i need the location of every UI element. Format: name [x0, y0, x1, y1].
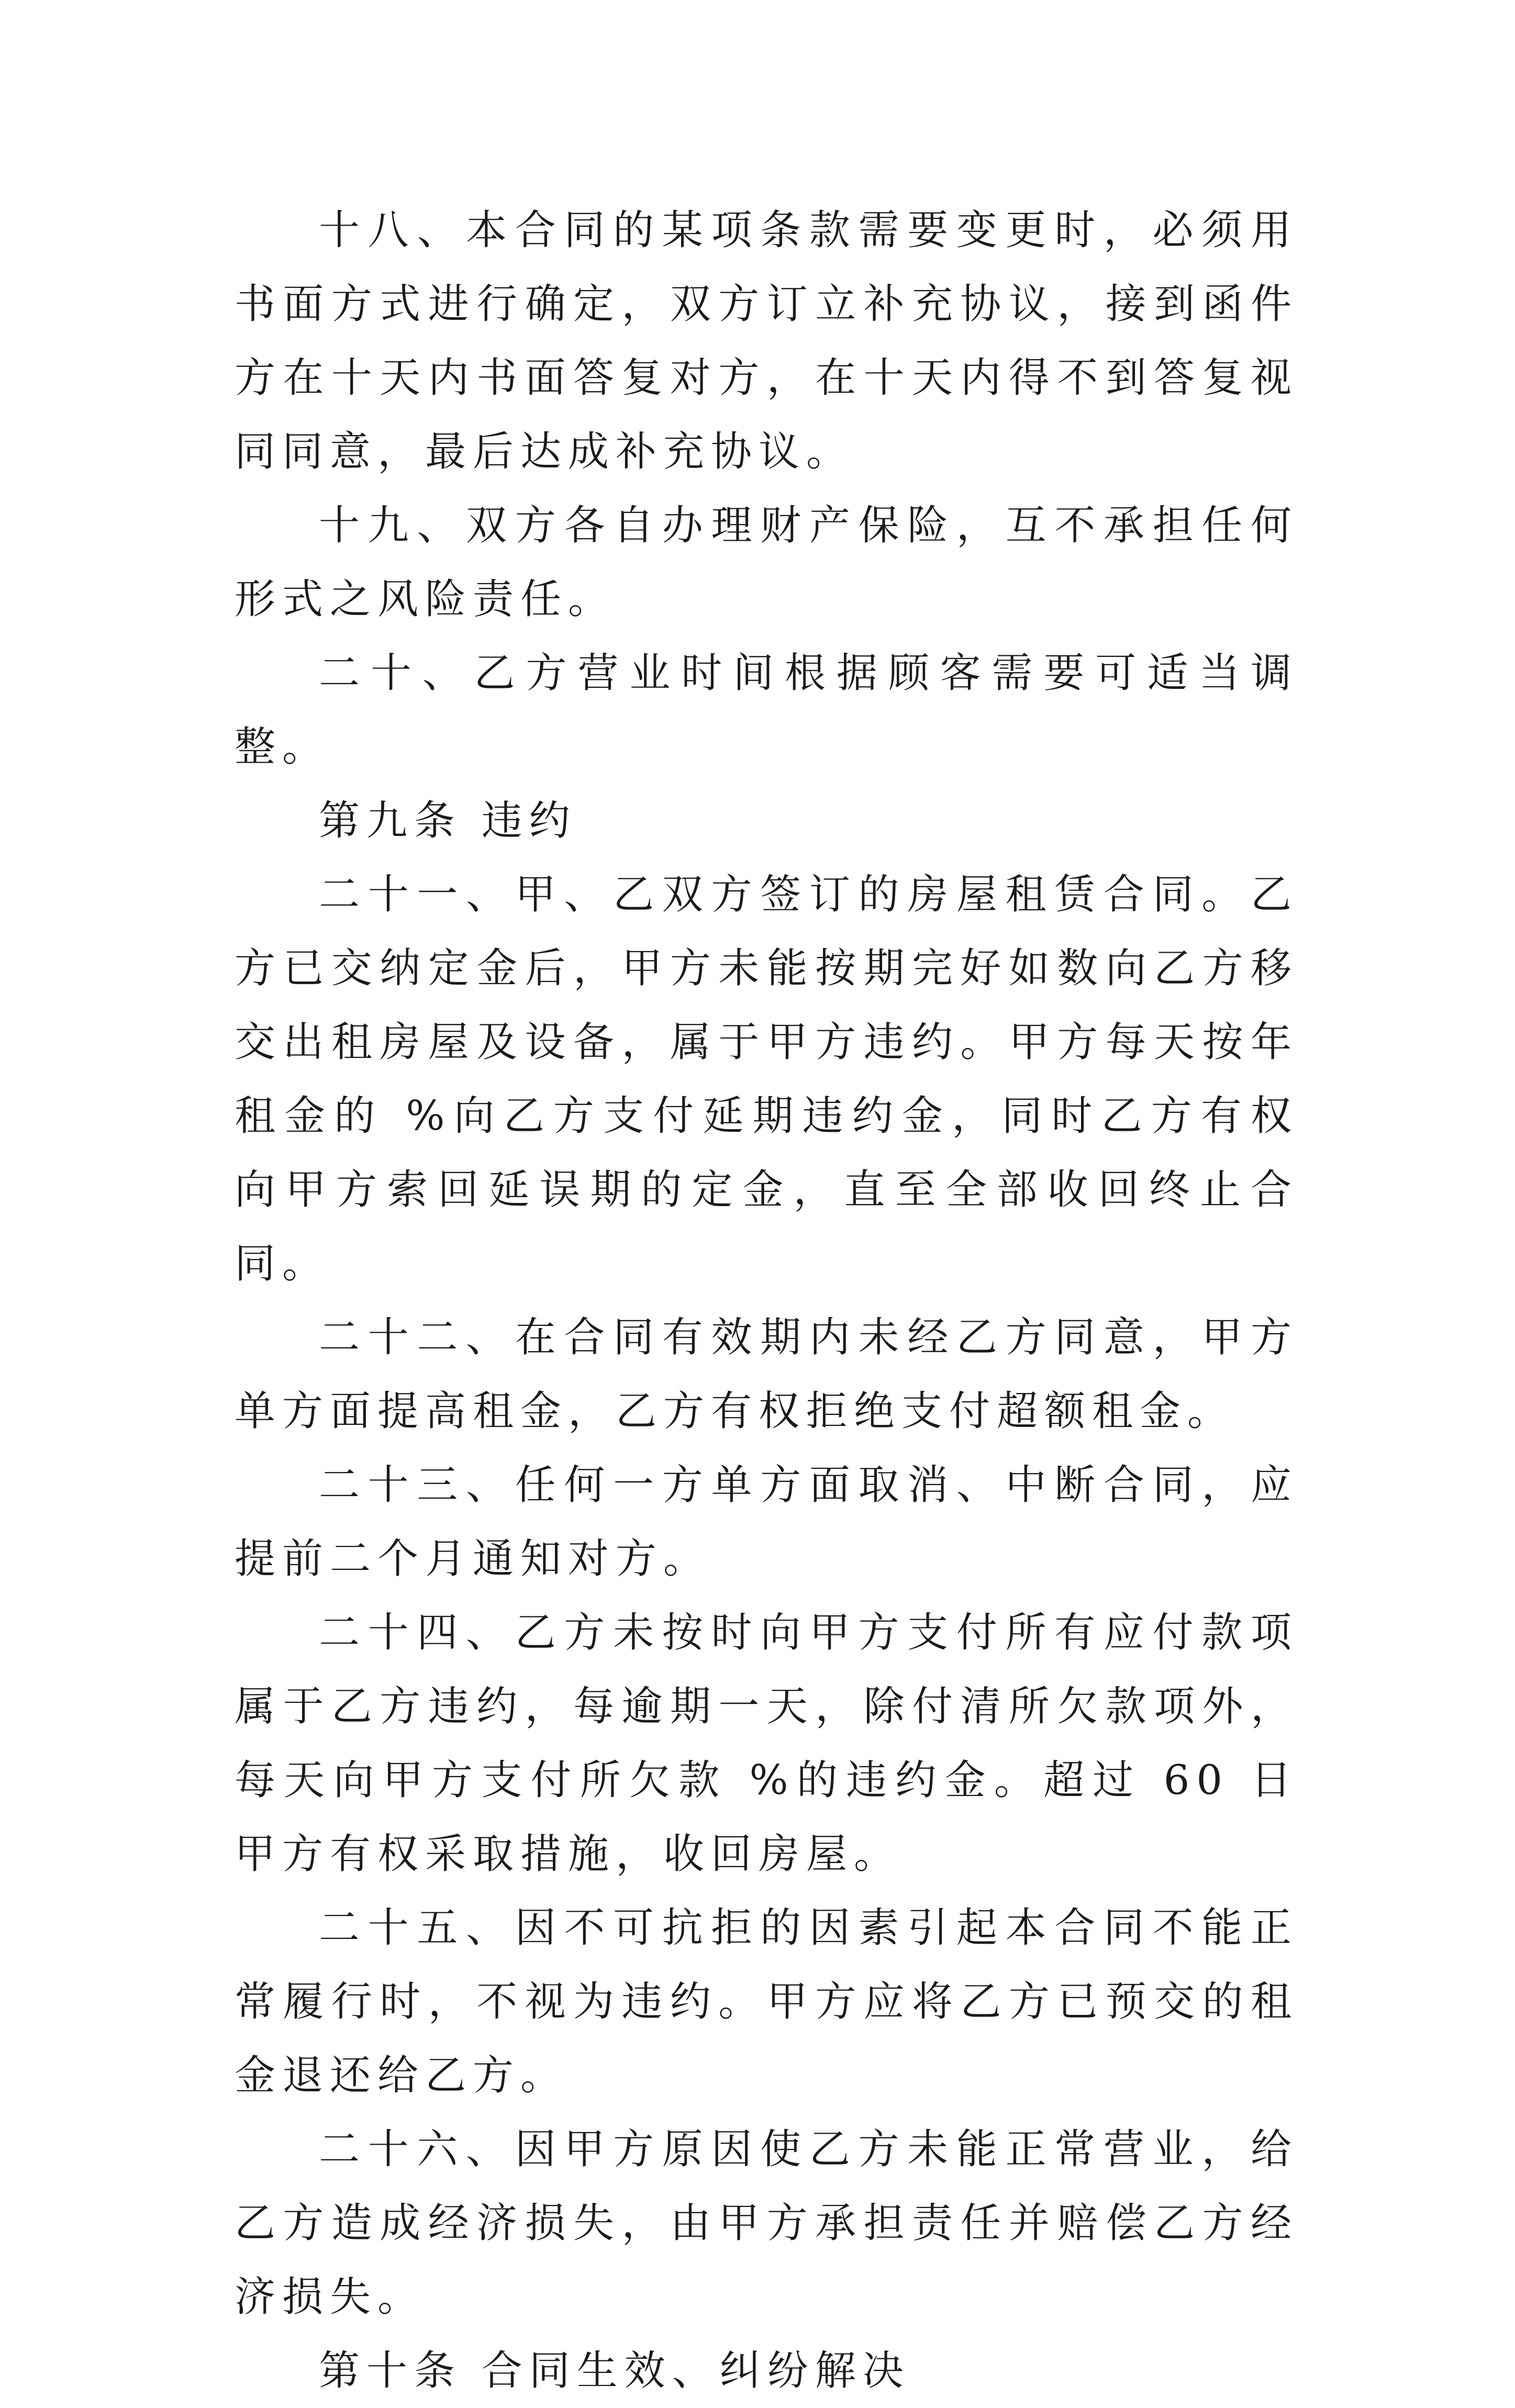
clause-20: 二十、乙方营业时间根据顾客需要可适当调整。 — [235, 650, 1298, 771]
clause-22: 二十二、在合同有效期内未经乙方同意，甲方单方面提高租金，乙方有权拒绝支付超额租金。 — [235, 1314, 1298, 1435]
clause-25: 二十五、因不可抗拒的因素引起本合同不能正常履行时，不视为违约。甲方应将乙方已预交的租金退还给乙方。 — [235, 1904, 1298, 2099]
clause-24: 二十四、乙方未按时向甲方支付所有应付款项属于乙方违约，每逾期一天，除付清所欠款项外，每天向甲方支付所欠款 %的违约金。超过 60 日甲方有权采取措施，收回房屋。 — [235, 1609, 1298, 1878]
article-9-heading: 第九条 违约 — [319, 797, 577, 844]
clause-21: 二十一、甲、乙双方签订的房屋租赁合同。乙方已交纳定金后，甲方未能按期完好如数向乙方移交出租房屋及设备，属于甲方违约。甲方每天按年租金的 %向乙方支付延期违约金，同时乙方有权向甲方索回延误期的定金，直至全部收回终止合同。 — [235, 871, 1298, 1287]
clause-19: 十九、双方各自办理财产保险，互不承担任何形式之风险责任。 — [235, 502, 1298, 623]
clause-26: 二十六、因甲方原因使乙方未能正常营业，给乙方造成经济损失，由甲方承担责任并赔偿乙方经济损失。 — [235, 2126, 1298, 2321]
clause-23: 二十三、任何一方单方面取消、中断合同，应提前二个月通知对方。 — [235, 1462, 1298, 1582]
clause-18: 十八、本合同的某项条款需要变更时，必须用书面方式进行确定，双方订立补充协议，接到函件方在十天内书面答复对方，在十天内得不到答复视同同意，最后达成补充协议。 — [235, 207, 1298, 475]
article-10-heading: 第十条 合同生效、纠纷解决 — [319, 2347, 910, 2394]
document-body — [235, 194, 1298, 2408]
